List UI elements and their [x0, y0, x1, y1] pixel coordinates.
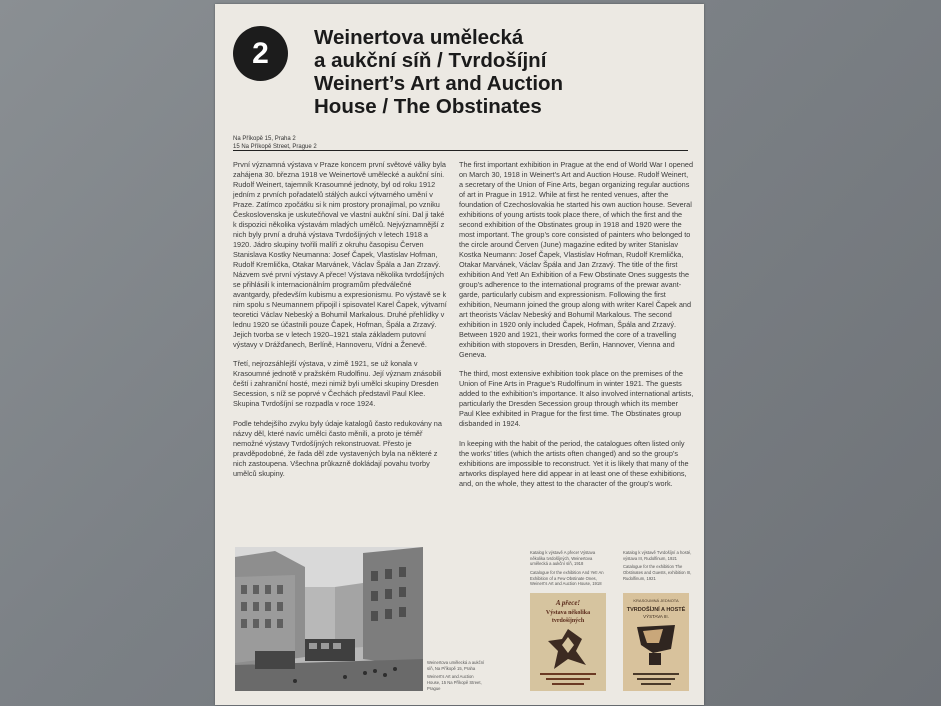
- title-line: Weinert’s Art and Auction: [314, 72, 564, 96]
- poster2-header: KRASOUMNÁ JEDNOTA: [633, 598, 679, 603]
- title-line: Weinertova umělecká: [314, 26, 524, 49]
- english-paragraph: In keeping with the habit of the period, the catalogues often listed only the works’ titles (which the artists often changed) and so the group’s exhibitions are impossible to reconstruct. Yet it is likely that many of the artworks displayed here did appear in at least one of these exhibitions, and, on the whole, they attest to the character of the group’s work.: [459, 438, 689, 488]
- catalogue2-caption-english: Catalogue for the exhibition The Obstinates and Guests, exhibition III, Rudolfinum, 1921: [623, 564, 692, 581]
- czech-text-column: [233, 160, 448, 488]
- catalogue-cover-obstinates-and-guests: [623, 593, 689, 691]
- catalogue2-caption: [623, 550, 697, 584]
- catalogue-cover-image: [623, 593, 689, 691]
- czech-paragraph: Podle tehdejšího zvyku byly údaje katalogů často redukovány na názvy děl, které navíc umělci často měnili, a proto je téměř nemožné výstavy Tvrdošíjných rekonstruovat. Přesto je pravděpodobné, že řada děl zde vystavených byla na některé z nich zastoupena. Všechna průkazně dokládají povahu tvorby umělců skupiny.: [233, 418, 442, 478]
- panel-title: [314, 26, 694, 119]
- address-block: [233, 136, 317, 151]
- historic-street-photo: [235, 547, 423, 691]
- street-photo-image: [235, 547, 423, 691]
- poster2-subtitle: VÝSTAVA III.: [643, 614, 669, 619]
- poster2-title: TVRDOŠÍJNÍ A HOSTÉ: [626, 607, 686, 613]
- catalogue1-caption-czech: Katalog k výstavě A přece! Výstava několika tvrdošíjných, Weinertova umělecká a aukční síň, 1918: [530, 550, 596, 567]
- catalogue1-caption-english: Catalogue for the exhibition And Yet! An Exhibition of a Few Obstinate Ones, Weinert’s Art and Auction House, 1918: [530, 570, 604, 587]
- english-text-column: [459, 160, 694, 498]
- catalogue2-caption-czech: Katalog k výstavě Tvrdošíjní a hosté, výstava III, Rudolfinum, 1921: [623, 550, 692, 561]
- poster1-line-3: tvrdošíjných: [551, 618, 585, 624]
- address-english: 15 Na Příkopě Street, Prague 2: [233, 143, 317, 150]
- divider-rule: [233, 150, 688, 151]
- exhibition-panel: [215, 4, 704, 705]
- english-paragraph: The first important exhibition in Prague at the end of World War I opened on March 30, 1918 in Weinert’s Art and Auction House. Rudolf Weinert, a secretary of the Union of Fine Arts, began organizing regular auctions of art in Prague in 1912. While at first he rented venues, after the foundation of Czechoslovakia he started his own auction house. Several exhibitions of young artists took place there, of which the first and the second exhibition of the Obstinates group in 1918 and 1920 were the most important. The group’s core consisted of painters who belonged to the circle around Červen (June) magazine edited by writer Stanislav Kostka Neumann: Josef Čapek, Vlastislav Hofman, Rudolf Kremlička, Otakar Marvánek, Václav Špála and Jan Zrzavý. The title of the first exhibition And Yet! An Exhibition of a Few Obstinate Ones suggests the group’s adherence to the international programs of the prewar avant-garde, particularly cubism and expressionism. Following the first exhibition, Neumann joined the group along with writer Karel Čapek and art theorists Václav Nebeský and Bohumil Markalous. The second exhibition in 1920 only included Čapek, Hofman, Špála and Zrzavý. Between 1920 and 1921, their works formed the core of a travelling exhibition with stopovers in Dresden, Berlin, Hannover, Vienna and Geneva.: [459, 160, 694, 359]
- address-czech: Na Příkopě 15, Praha 2: [233, 136, 296, 142]
- catalogue-cover-image: [530, 593, 606, 691]
- czech-paragraph: První významná výstava v Praze koncem první světové války byla zahájena 30. března 1918 ve Weinertově umělecké a aukční síni. Rudolf Weinert, tajemník Krasoumné jednoty, byl od roku 1912 jedním z prvních pořadatelů stálých aukcí výtvarného umění v Praze. Zatímco zpočátku si k nim prostory pronajímal, po vzniku Československa je uskutečňoval ve vlastní aukční síni. Dal ji také k dispozici několika výstavám mladých umělců. Nejvýznamnější z nich byly první a druhá výstava Tvrdošíjných v letech 1918 a 1920. Jádro skupiny tvořili malíři z okruhu časopisu Červen Stanislava Kostky Neumanna: Josef Čapek, Vlastislav Hofman, Rudolf Kremlička, Otakar Marvánek, Václav Špála a Jan Zrzavý. Názvem své první výstavy A přece! Výstava několika tvrdošíjných se přihlásili k internacionálním programům předválečné avantgardy, především kubismu a expresionismu. Po výstavě se k nim spolu s Neumannem připojil i spisovatel Karel Čapek, výtvarní teoretici Václav Nebeský a Bohumil Markalous. Druhé přehlídky v lednu 1920 se účastnili pouze Čapek, Hofman, Špála a Zrzavý. Jejich tvorba se v letech 1920–1921 stala základem putovní výstavy v Drážďanech, Berlíně, Hannoveru, Vídni a Ženevě.: [233, 160, 447, 349]
- czech-paragraph: Třetí, nejrozsáhlejší výstava, v zimě 1921, se už konala v Krasoumné jednotě v pražském Rudolfinu. Její význam znásobili čeští i zahraniční hosté, mezi nimiž byli umělci skupiny Dresden Secession, s níž se poprvé v Čechách představil Paul Klee. Skupina Tvrdošíjní se rozpadla v roce 1924.: [233, 359, 442, 409]
- english-paragraph: The third, most extensive exhibition took place on the premises of the Union of Fine Arts in Prague’s Rudolfinum in winter 1921. The guests added to the exhibition’s importance. It also involved international artists, particularly the Dresden Secession group through which its member Paul Klee exhibited in Prague for the first time. The Obstinates group disbanded in 1924.: [459, 369, 694, 429]
- section-number-badge: [233, 26, 288, 81]
- photo-caption-english: Weinert’s Art and Auction House, 15 Na Příkopě Street, Prague: [427, 674, 482, 691]
- photo-caption: [427, 660, 487, 694]
- title-line: House / The Obstinates: [314, 95, 542, 119]
- photo-caption-czech: Weinertova umělecká a aukční síň, Na Příkopě 15, Praha: [427, 660, 485, 671]
- catalogue1-caption: [530, 550, 610, 590]
- catalogue-cover-and-yet: [530, 593, 606, 691]
- title-line: a aukční síň / Tvrdošíjní: [314, 49, 547, 73]
- poster1-line-1: A přece!: [555, 599, 581, 607]
- section-number: 2: [252, 36, 269, 70]
- poster1-line-2: Výstava několika: [545, 610, 591, 616]
